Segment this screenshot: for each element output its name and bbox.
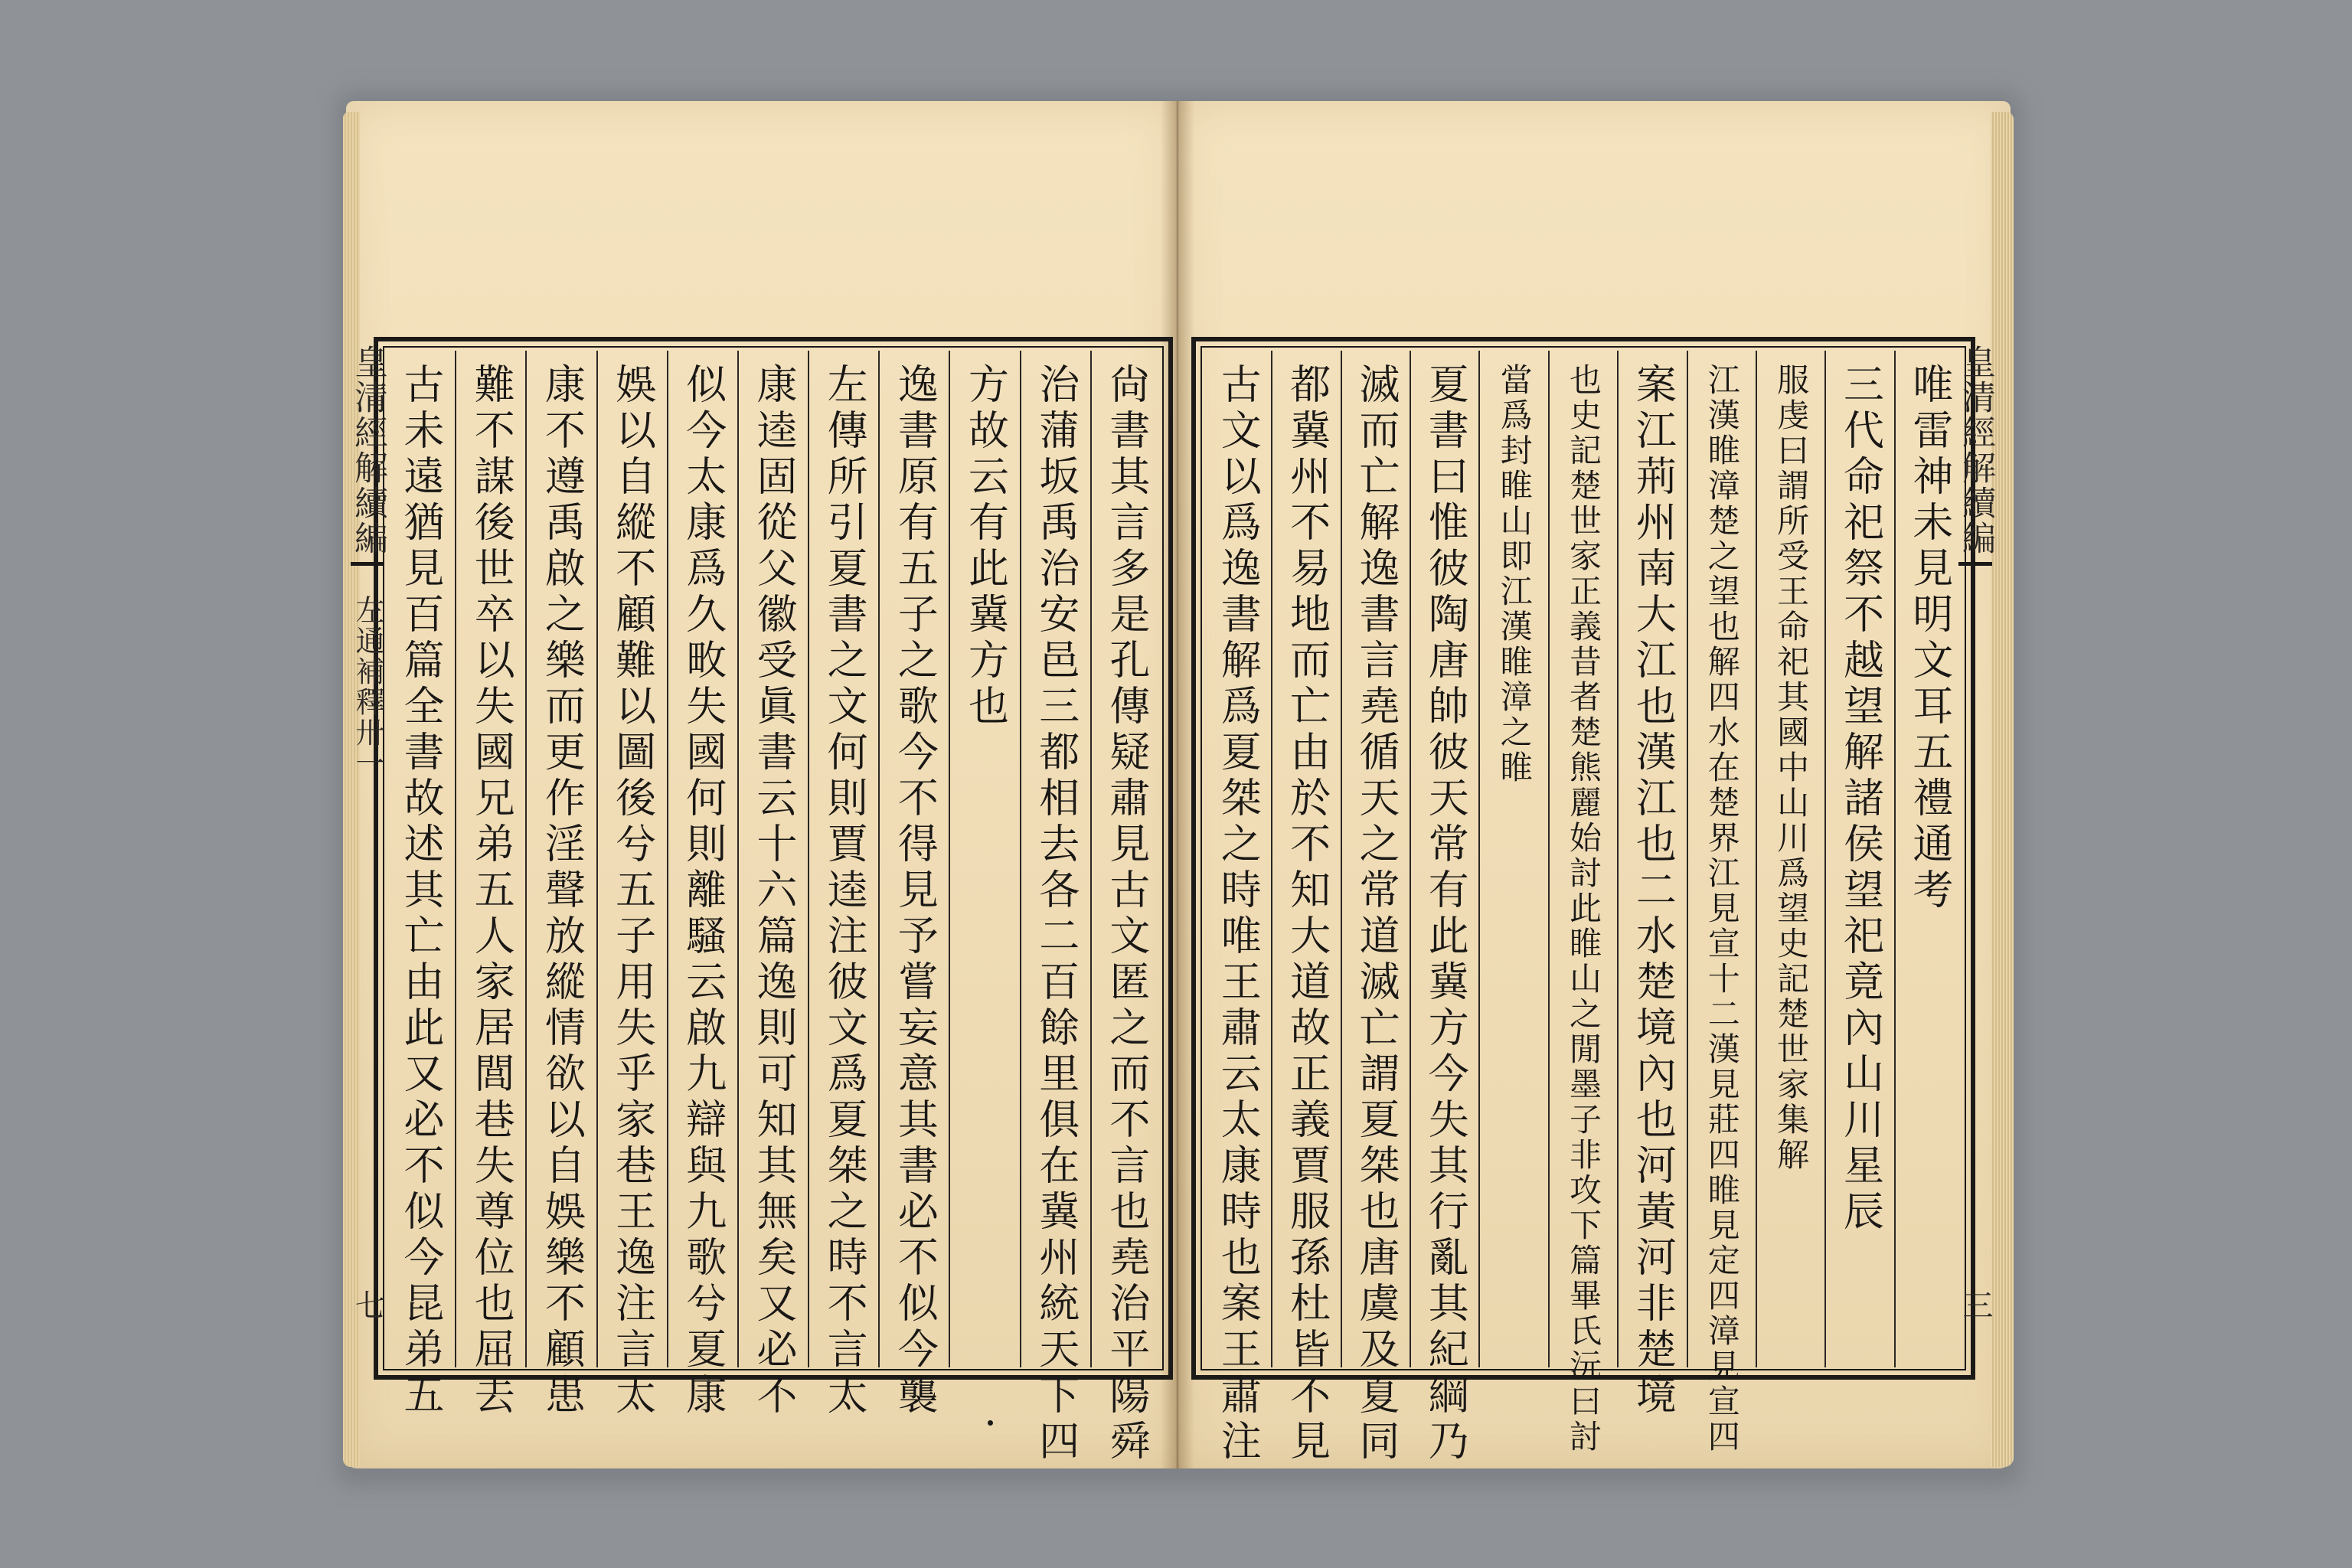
text-column: 唯雷神未見明文耳五禮通考 (1894, 351, 1963, 1367)
right-margin-title: 皇清經解續編 (1956, 345, 1995, 556)
text-column: 江漢睢漳楚之望也解四水在楚界江見宣十二漢見莊四睢見定四漳見宣四 (1687, 351, 1756, 1367)
ink-dot (988, 1420, 993, 1426)
text-column: 康不遵禹啟之樂而更作淫聲放縱情欲以自娛樂不顧患 (525, 351, 596, 1367)
left-margin-title: 皇清經解續編 (348, 345, 387, 556)
right-page-number: 三 (1958, 1289, 1993, 1321)
text-column: 康逵固從父徽受眞書云十六篇逸則可知其無矣又必不 (737, 351, 808, 1367)
left-page-margin (337, 345, 398, 1355)
text-column: 古未遠猶見百篇全書故述其亡由此又必不似今昆弟五 (397, 363, 445, 1419)
left-text-frame (374, 337, 1173, 1465)
text-column: 三代命祀祭不越望解諸侯望祀竟內山川星辰 (1824, 351, 1893, 1367)
right-text-columns (1204, 351, 1963, 1465)
left-margin-subtitle: 左通補釋卅一 (351, 595, 384, 779)
text-column: 都冀州不易地而亡由於不知大道故正義賈服孫杜皆不見 (1271, 351, 1340, 1367)
text-column: 尙書其言多是孔傳疑肅見古文匿之而不言也堯治平陽舜 (1090, 351, 1161, 1367)
text-column: 左傳所引夏書之文何則賈逵注彼文爲夏桀之時不言太 (808, 351, 878, 1367)
text-column: 夏書曰惟彼陶唐帥彼天常有此冀方今失其行亂其紀綱乃 (1410, 351, 1478, 1367)
fish-tail-mark (1958, 562, 1992, 580)
left-text-columns (386, 351, 1161, 1465)
right-page-margin (1945, 345, 2006, 1355)
text-column: 案江荊州南大江也漢江也二水楚境內也河黃河非楚境 (1617, 351, 1686, 1367)
text-column: 逸書原有五子之歌今不得見予嘗妄意其書必不似今襲 (878, 351, 949, 1367)
text-column: 似今太康爲久畋失國何則離騷云啟九辯與九歌兮夏康 (667, 351, 737, 1367)
text-column: 古文以爲逸書解爲夏桀之時唯王肅云太康時也案王肅注 (1214, 363, 1262, 1465)
fish-tail-mark (351, 562, 384, 580)
text-column: 娛以自縱不顧難以圖後兮五子用失乎家巷王逸注言太 (596, 351, 667, 1367)
text-column: 方故云有此冀方也 (949, 351, 1019, 1367)
text-column: 治蒲坂禹治安邑三都相去各二百餘里俱在冀州統天下四 (1020, 351, 1090, 1367)
text-column: 也史記楚世家正義昔者楚熊麗始討此睢山之閒墨子非攻下篇畢氏沅曰討 (1548, 351, 1617, 1367)
text-column: 服虔曰謂所受王命祀其國中山川爲望史記楚世家集解 (1756, 351, 1824, 1367)
text-column: 難不謀後世卒以失國兄弟五人家居閭巷失尊位也屈去 (455, 351, 525, 1367)
text-column: 當爲封睢山即江漢睢漳之睢 (1478, 351, 1547, 1367)
left-page-number: 七 (350, 1289, 385, 1321)
right-text-frame (1191, 337, 1975, 1465)
text-column: 滅而亡解逸書言堯循天之常道滅亡謂夏桀也唐虞及夏同 (1341, 351, 1410, 1367)
